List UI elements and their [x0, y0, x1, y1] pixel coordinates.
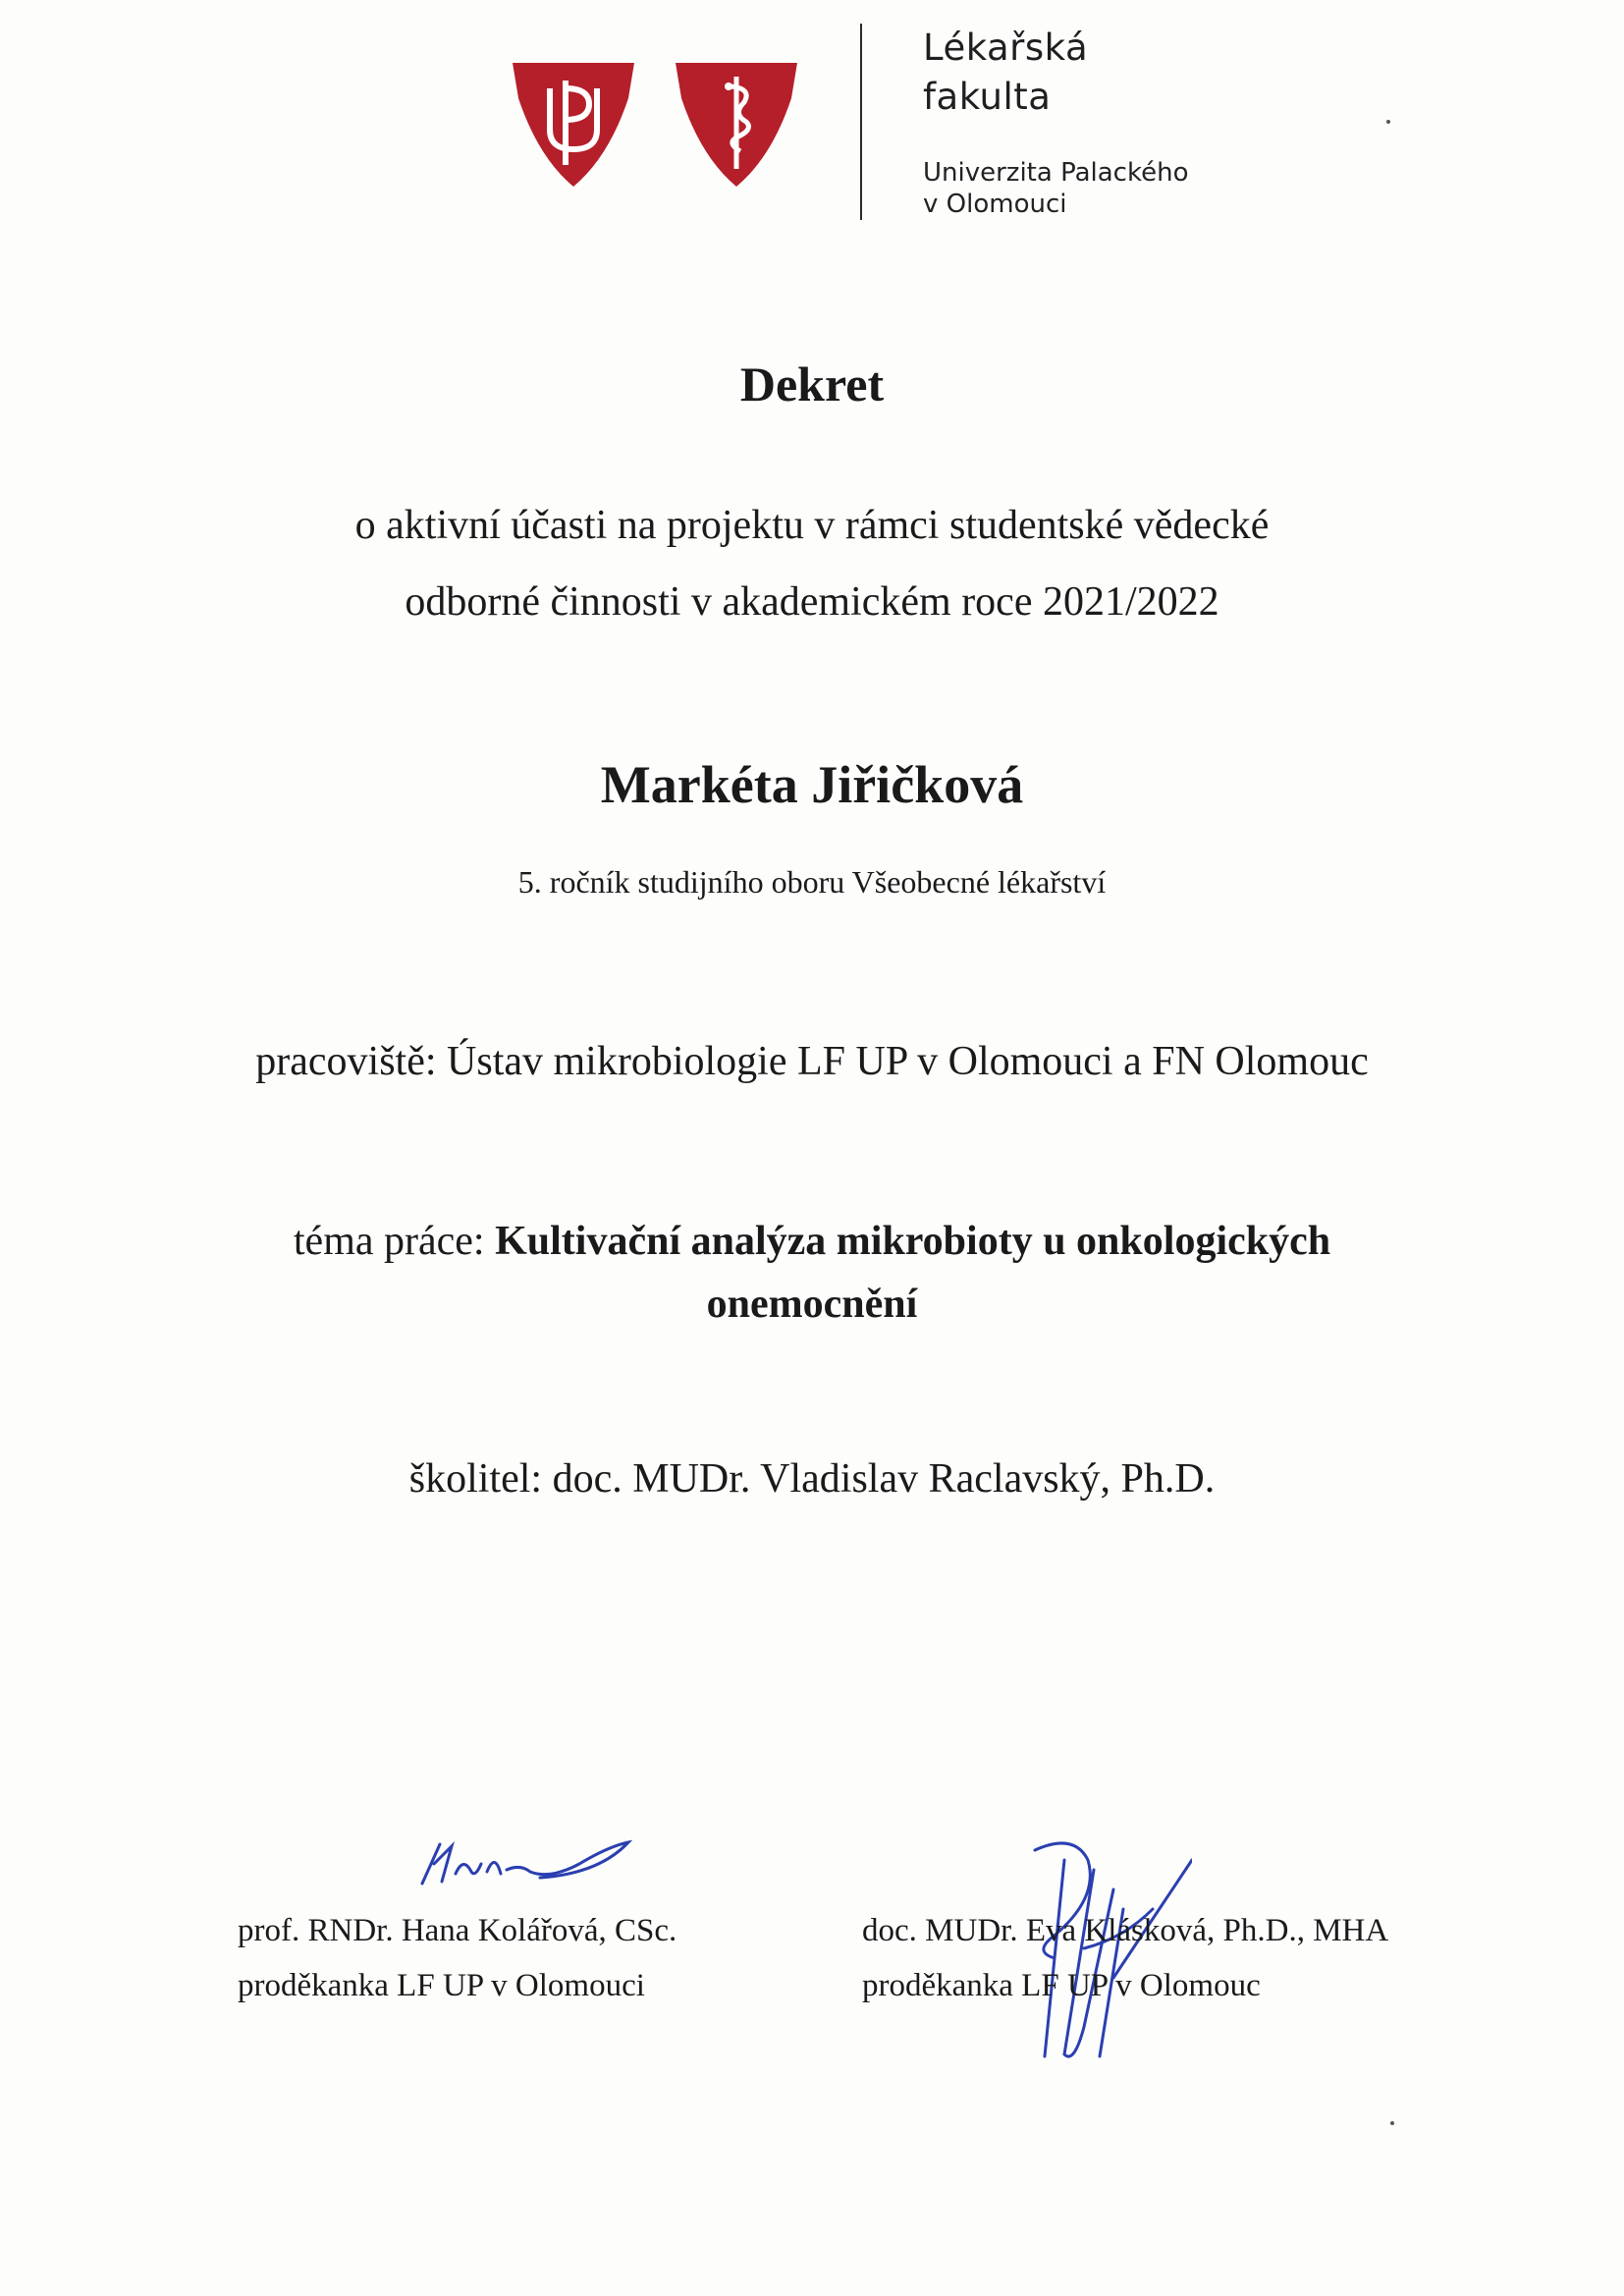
signatory-role-left: proděkanka LF UP v Olomouci: [238, 1968, 645, 2003]
document-subtitle: [0, 487, 1624, 640]
document-title: Dekret: [739, 356, 885, 411]
topic-label: téma práce:: [293, 1219, 485, 1264]
paper-speck: [1386, 120, 1390, 124]
paper-speck: [1390, 2121, 1394, 2125]
signatory-name-left: prof. RNDr. Hana Kolářová, CSc.: [238, 1913, 677, 1948]
workplace-value: Ústav mikrobiologie LF UP v Olomouci a FN Olomouc: [447, 1039, 1369, 1084]
university-name: [923, 157, 1276, 220]
logo-divider: [860, 24, 862, 220]
workplace: [196, 1031, 1428, 1092]
subtitle-line-2: odborné činnosti v akademickém roce 2021/2022: [405, 579, 1219, 625]
signature-left-handwriting: [412, 1834, 638, 1893]
signature-block-right: [862, 1903, 1388, 2013]
asclepius-staff-icon: [674, 59, 799, 189]
subtitle-line-1: o aktivní účasti na projektu v rámci studentské vědecké: [354, 503, 1270, 548]
university-name-line-2: v Olomouci: [923, 190, 1067, 219]
faculty-name-line-1: Lékařská: [923, 27, 1089, 69]
signatory-name-right: doc. MUDr. Eva Klásková, Ph.D., MHA: [862, 1913, 1389, 1948]
faculty-shield-logo: [674, 59, 799, 189]
faculty-name: [923, 24, 1237, 122]
faculty-name-line-2: fakulta: [923, 76, 1052, 118]
thesis-topic: [196, 1210, 1428, 1336]
student-name: Markéta Jiřičková: [600, 755, 1024, 814]
up-monogram-icon: [511, 59, 636, 189]
university-shield-logo: [511, 59, 636, 189]
university-name-line-1: Univerzita Palackého: [923, 158, 1189, 188]
signature-block-left: [238, 1903, 677, 2013]
topic-value: Kultivační analýza mikrobioty u onkologických onemocnění: [495, 1219, 1331, 1327]
supervisor: školitel: doc. MUDr. Vladislav Raclavský, Ph.D.: [408, 1456, 1216, 1502]
student-info: 5. ročník studijního oboru Všeobecné lékařství: [517, 864, 1107, 900]
signatory-role-right: proděkanka LF UP v Olomouc: [862, 1968, 1261, 2003]
workplace-label: pracoviště:: [255, 1039, 437, 1084]
